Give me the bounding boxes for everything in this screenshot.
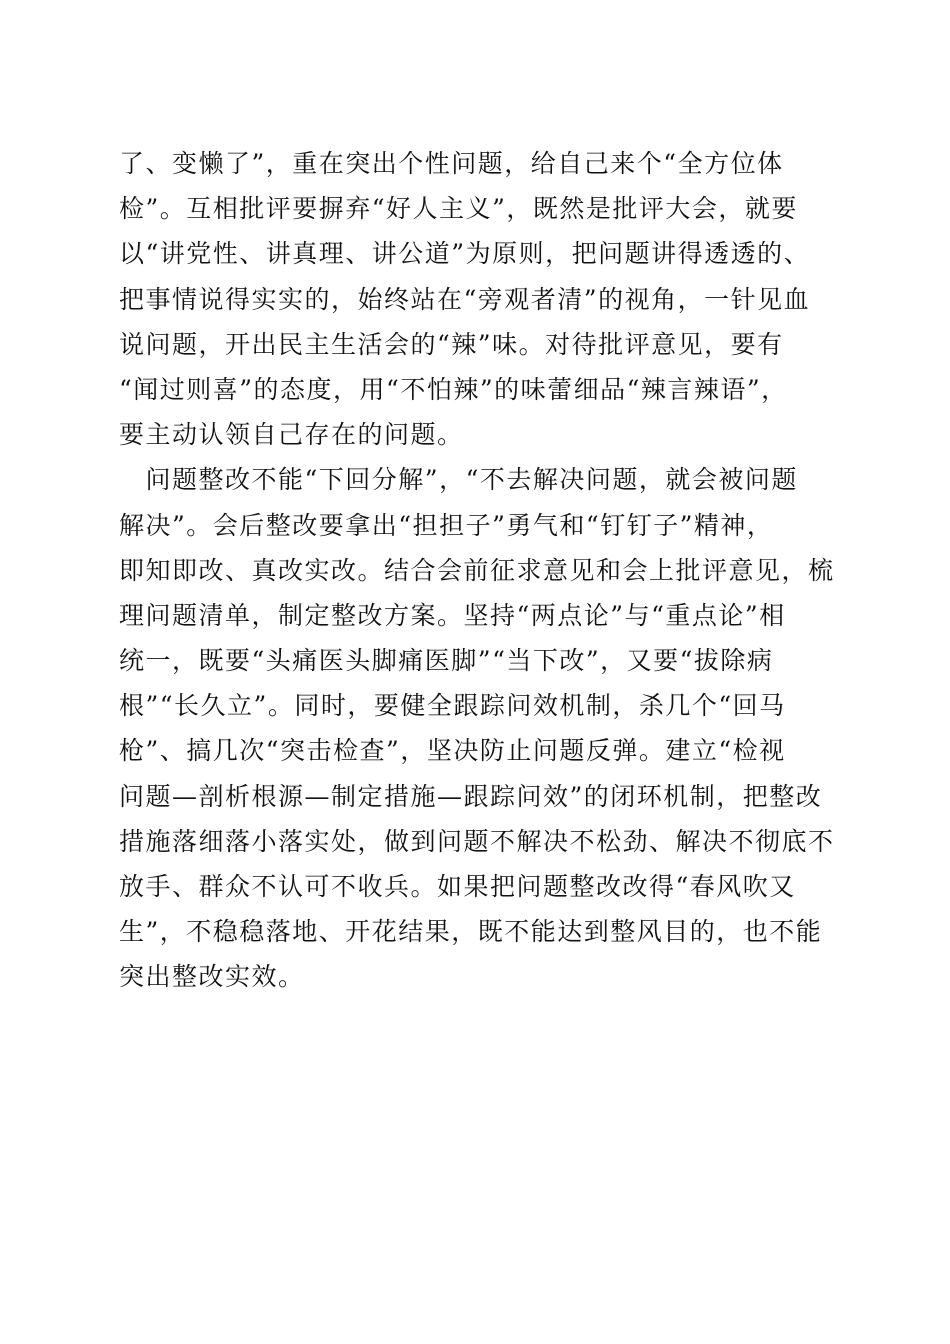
text-line: “闻过则喜”的态度，用“不怕辣”的味蕾细品“辣言辣语”，: [119, 374, 788, 404]
text-line: 把事情说得实实的，始终站在“旁观者清”的视角，一针见血: [119, 284, 811, 314]
text-line: 放手、群众不认可不收兵。如果把问题整改改得“春风吹又: [119, 872, 796, 901]
text-line: 说问题，开出民主生活会的“辣”味。对待批评意见，要有: [119, 329, 784, 359]
text-line: 问题—剖析根源—制定措施—跟踪问效”的闭环机制，把整改: [119, 781, 823, 811]
text-line: 即知即改、真改实改。结合会前征求意见和会上批评意见，梳: [119, 555, 835, 585]
text-line: 枪”、搞几次“突击检查”，坚决防止问题反弹。建立“检视: [119, 736, 786, 766]
text-line: 了、变懒了”，重在突出个性问题，给自己来个“全方位体: [119, 149, 784, 178]
paragraph-2: [119, 457, 835, 999]
text-line: 问题整改不能“下回分解”，“不去解决问题，就会被问题: [119, 465, 798, 495]
text-line: 统一，既要“头痛医头脚痛医脚”“当下改”，又要“拔除病: [119, 646, 774, 676]
text-line: 要主动认领自己存在的问题。: [119, 420, 464, 450]
text-line: 生”，不稳稳落地、开花结果，既不能达到整风目的，也不能: [119, 917, 823, 947]
text-line: 根”“长久立”。同时，要健全跟踪问效机制，杀几个“回马: [119, 691, 786, 721]
text-line: 理问题清单，制定整改方案。坚持“两点论”与“重点论”相: [119, 600, 786, 630]
body-text: [119, 141, 835, 1000]
text-line: 解决”。会后整改要拿出“担担子”勇气和“钉钉子”精神，: [119, 510, 774, 540]
text-line: 突出整改实效。: [119, 962, 305, 992]
paragraph-1: [119, 141, 830, 457]
text-line: 检”。互相批评要摒弃“好人主义”，既然是批评大会，就要: [119, 194, 798, 224]
text-line: 以“讲党性、讲真理、讲公道”为原则，把问题讲得透透的、: [119, 239, 811, 269]
text-line: 措施落细落小落实处，做到问题不解决不松劲、解决不彻底不: [119, 826, 835, 856]
